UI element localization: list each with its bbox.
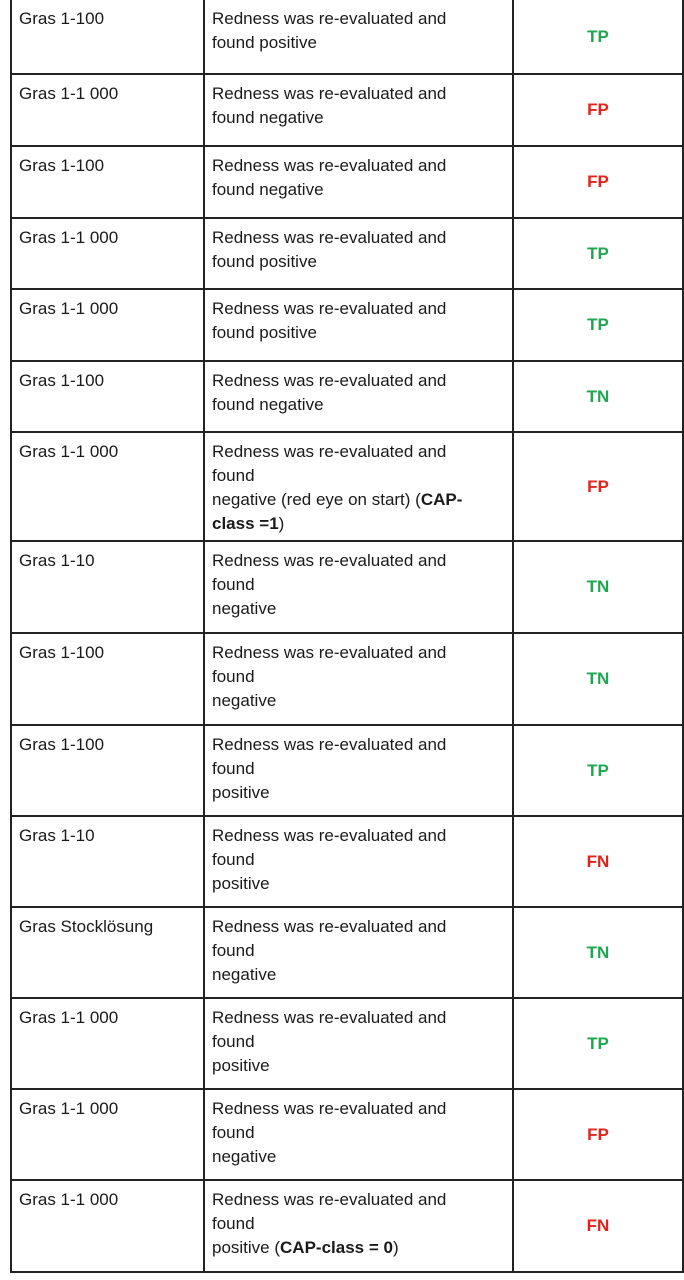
evaluation-text: positive (: [212, 1238, 281, 1257]
allergen-cell: Gras 1-1 000: [11, 1089, 204, 1180]
table-row: [11, 432, 683, 541]
evaluation-cell: [204, 0, 513, 74]
evaluation-line: [212, 1030, 506, 1054]
evaluation-text: Redness was re-evaluated and: [212, 84, 447, 103]
table-row: [11, 289, 683, 361]
evaluation-text: found: [212, 466, 255, 485]
evaluation-line: [212, 1236, 506, 1260]
evaluation-text: found: [212, 759, 255, 778]
allergen-cell: Gras 1-1 000: [11, 74, 204, 146]
evaluation-text: negative: [212, 965, 277, 984]
table-row: [11, 725, 683, 816]
evaluation-text: Redness was re-evaluated and: [212, 551, 447, 570]
evaluation-text: Redness was re-evaluated and: [212, 371, 447, 390]
allergen-cell: Gras 1-1 000: [11, 218, 204, 289]
evaluation-text: found: [212, 1032, 255, 1051]
evaluation-cell: [204, 432, 513, 541]
evaluation-line: [212, 321, 506, 345]
evaluation-text: found positive: [212, 252, 317, 271]
table-row: [11, 998, 683, 1089]
results-table-body: [11, 0, 683, 1272]
classification-cell: FP: [513, 146, 683, 218]
allergen-cell: Gras Stocklösung: [11, 907, 204, 998]
evaluation-text: found positive: [212, 323, 317, 342]
classification-cell: TP: [513, 725, 683, 816]
evaluation-cell: [204, 1089, 513, 1180]
evaluation-cell: [204, 1180, 513, 1272]
evaluation-line: [212, 1097, 506, 1121]
evaluation-text: negative: [212, 599, 277, 618]
table-row: [11, 0, 683, 74]
allergen-cell: Gras 1-10: [11, 816, 204, 907]
table-row: [11, 146, 683, 218]
evaluation-line: [212, 915, 506, 939]
evaluation-line: [212, 1145, 506, 1169]
evaluation-text: Redness was re-evaluated and: [212, 299, 447, 318]
allergen-cell: Gras 1-100: [11, 725, 204, 816]
evaluation-line: [212, 939, 506, 963]
classification-cell: TN: [513, 361, 683, 432]
evaluation-line: [212, 641, 506, 665]
table-row: [11, 1089, 683, 1180]
evaluation-line: [212, 31, 506, 55]
evaluation-cell: [204, 998, 513, 1089]
evaluation-line: [212, 106, 506, 130]
evaluation-text: Redness was re-evaluated and: [212, 9, 447, 28]
evaluation-line: [212, 872, 506, 896]
evaluation-text: Redness was re-evaluated and: [212, 442, 447, 461]
evaluation-text: found: [212, 1214, 255, 1233]
allergen-cell: Gras 1-10: [11, 541, 204, 633]
evaluation-line: [212, 488, 506, 512]
evaluation-line: [212, 848, 506, 872]
evaluation-line: [212, 781, 506, 805]
evaluation-text: positive: [212, 874, 270, 893]
evaluation-cell: [204, 74, 513, 146]
evaluation-line: [212, 154, 506, 178]
evaluation-text: Redness was re-evaluated and: [212, 826, 447, 845]
evaluation-line: [212, 1054, 506, 1078]
classification-cell: TP: [513, 0, 683, 74]
table-row: [11, 1180, 683, 1272]
classification-cell: TN: [513, 541, 683, 633]
evaluation-text: Redness was re-evaluated and: [212, 735, 447, 754]
evaluation-line: [212, 1212, 506, 1236]
evaluation-text: found: [212, 850, 255, 869]
evaluation-text: found negative: [212, 395, 324, 414]
classification-cell: FP: [513, 432, 683, 541]
evaluation-cell: [204, 541, 513, 633]
evaluation-line: [212, 824, 506, 848]
table-row: [11, 74, 683, 146]
allergen-cell: Gras 1-1 000: [11, 998, 204, 1089]
evaluation-text: found negative: [212, 108, 324, 127]
evaluation-text: Redness was re-evaluated and: [212, 156, 447, 175]
evaluation-text: found: [212, 1123, 255, 1142]
evaluation-cell: [204, 218, 513, 289]
evaluation-line: [212, 393, 506, 417]
evaluation-line: [212, 226, 506, 250]
evaluation-text: positive: [212, 1056, 270, 1075]
evaluation-line: [212, 369, 506, 393]
evaluation-line: [212, 665, 506, 689]
allergen-cell: Gras 1-100: [11, 146, 204, 218]
evaluation-line: [212, 512, 506, 536]
table-row: [11, 816, 683, 907]
evaluation-line: [212, 689, 506, 713]
evaluation-text: found negative: [212, 180, 324, 199]
evaluation-cell: [204, 146, 513, 218]
classification-cell: FP: [513, 1089, 683, 1180]
table-row: [11, 633, 683, 725]
evaluation-line: [212, 597, 506, 621]
evaluation-line: [212, 549, 506, 573]
evaluation-line: [212, 963, 506, 987]
evaluation-cell: [204, 907, 513, 998]
evaluation-text: found: [212, 575, 255, 594]
evaluation-text: Redness was re-evaluated and: [212, 228, 447, 247]
evaluation-line: [212, 1121, 506, 1145]
evaluation-line: [212, 1188, 506, 1212]
allergen-cell: Gras 1-100: [11, 361, 204, 432]
table-row: [11, 541, 683, 633]
evaluation-text: Redness was re-evaluated and: [212, 1008, 447, 1027]
table-row: [11, 361, 683, 432]
evaluation-line: [212, 757, 506, 781]
evaluation-text: Redness was re-evaluated and: [212, 1190, 447, 1209]
evaluation-cell: [204, 816, 513, 907]
classification-cell: TP: [513, 998, 683, 1089]
evaluation-line: [212, 7, 506, 31]
evaluation-bold-text: CAP-: [420, 490, 463, 509]
results-table: [10, 0, 684, 1273]
allergen-cell: Gras 1-1 000: [11, 289, 204, 361]
classification-cell: TP: [513, 289, 683, 361]
evaluation-text: negative (red eye on start) (: [212, 490, 421, 509]
evaluation-text: positive: [212, 783, 270, 802]
evaluation-text: negative: [212, 1147, 277, 1166]
table-row: [11, 907, 683, 998]
classification-cell: FP: [513, 74, 683, 146]
evaluation-line: [212, 573, 506, 597]
evaluation-text: Redness was re-evaluated and: [212, 643, 447, 662]
evaluation-text: Redness was re-evaluated and: [212, 917, 447, 936]
evaluation-text: ): [278, 514, 285, 533]
evaluation-bold-text: class =1: [212, 514, 279, 533]
evaluation-text: found: [212, 941, 255, 960]
allergen-cell: Gras 1-1 000: [11, 432, 204, 541]
classification-cell: FN: [513, 1180, 683, 1272]
allergen-cell: Gras 1-100: [11, 0, 204, 74]
evaluation-text: found positive: [212, 33, 317, 52]
evaluation-line: [212, 464, 506, 488]
evaluation-cell: [204, 633, 513, 725]
allergen-cell: Gras 1-100: [11, 633, 204, 725]
table-row: [11, 218, 683, 289]
evaluation-cell: [204, 725, 513, 816]
classification-cell: TP: [513, 218, 683, 289]
evaluation-line: [212, 733, 506, 757]
evaluation-line: [212, 82, 506, 106]
evaluation-text: ): [392, 1238, 399, 1257]
evaluation-line: [212, 250, 506, 274]
evaluation-line: [212, 178, 506, 202]
evaluation-text: negative: [212, 691, 277, 710]
evaluation-line: [212, 297, 506, 321]
evaluation-line: [212, 1006, 506, 1030]
evaluation-line: [212, 440, 506, 464]
allergen-cell: Gras 1-1 000: [11, 1180, 204, 1272]
classification-cell: TN: [513, 907, 683, 998]
classification-cell: FN: [513, 816, 683, 907]
evaluation-bold-text: CAP-class = 0: [280, 1238, 393, 1257]
evaluation-text: found: [212, 667, 255, 686]
evaluation-cell: [204, 361, 513, 432]
evaluation-text: Redness was re-evaluated and: [212, 1099, 447, 1118]
classification-cell: TN: [513, 633, 683, 725]
evaluation-cell: [204, 289, 513, 361]
